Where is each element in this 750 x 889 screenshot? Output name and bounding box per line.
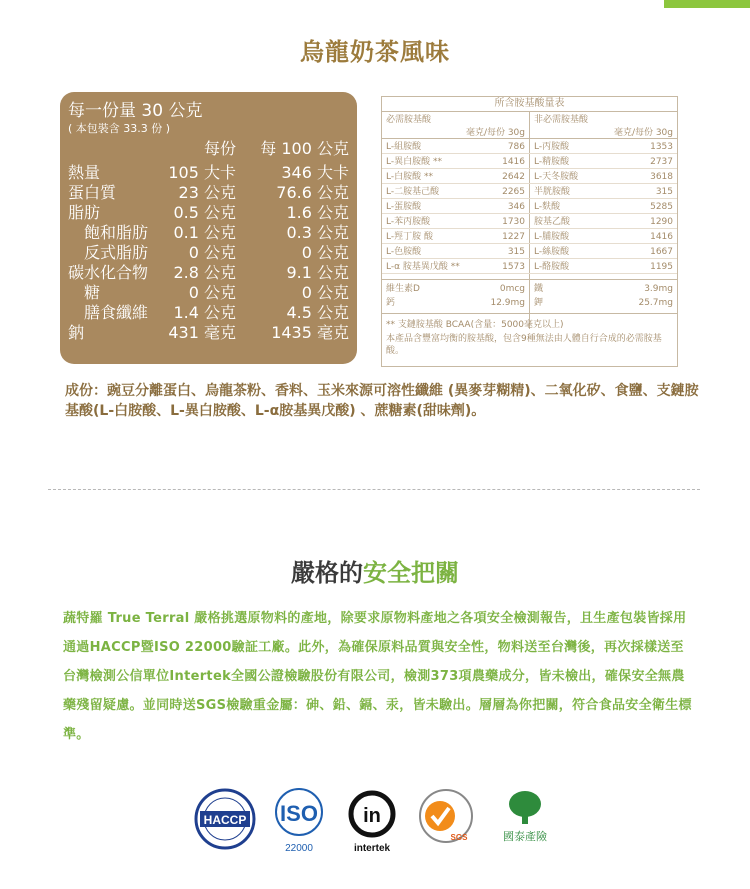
essential-unit: 毫克/每份 30g bbox=[465, 128, 525, 138]
essential-column-header bbox=[382, 111, 530, 138]
intertek-logo bbox=[344, 788, 400, 858]
nonessential-amino-value: 2737 bbox=[650, 157, 673, 167]
nonessential-amino-name: L-脯胺酸 bbox=[534, 232, 570, 242]
nonessential-amino-name: L-酪胺酸 bbox=[534, 262, 570, 272]
safety-title-dark: 嚴格的 bbox=[291, 559, 363, 587]
safety-title-green: 安全把關 bbox=[363, 559, 459, 587]
nutrient-label: 脂肪 bbox=[68, 203, 101, 222]
nutrient-label: 碳水化合物 bbox=[68, 263, 149, 282]
amino-row bbox=[382, 186, 677, 199]
nutrition-header-row bbox=[60, 140, 357, 158]
per-serving-header: 每份 bbox=[203, 139, 236, 158]
per-100g-value: 4.5 公克 bbox=[286, 303, 349, 322]
nonessential-amino-name: 半胱胺酸 bbox=[534, 187, 571, 197]
nonessential-title: 非必需胺基酸 bbox=[534, 115, 589, 125]
per-100g-value: 0.3 公克 bbox=[286, 223, 349, 242]
amino-column-headers bbox=[382, 111, 677, 139]
nutrient-label: 膳食纖維 bbox=[68, 303, 149, 322]
nonessential-amino-name: L-天冬胺酸 bbox=[534, 172, 579, 182]
nutrition-row bbox=[60, 324, 357, 342]
nonessential-amino-value: 5285 bbox=[650, 202, 673, 212]
amino-row bbox=[382, 246, 677, 259]
mineral-name: 鐵 bbox=[534, 284, 544, 294]
nutrient-label: 蛋白質 bbox=[68, 183, 117, 202]
nutrition-row bbox=[60, 244, 357, 262]
essential-amino-name: L-二胺基己酸 bbox=[386, 187, 440, 197]
amino-row bbox=[382, 141, 677, 154]
amino-row bbox=[382, 216, 677, 229]
nonessential-amino-name: L-絲胺酸 bbox=[534, 247, 570, 257]
nonessential-amino-value: 315 bbox=[655, 187, 673, 197]
per-serving-value: 105 大卡 bbox=[168, 163, 236, 182]
mineral-value: 0mcg bbox=[499, 284, 525, 294]
safety-title bbox=[0, 553, 750, 588]
per-serving-value: 0 公克 bbox=[188, 283, 236, 302]
vitamin-divider-bottom bbox=[382, 313, 677, 314]
amino-row bbox=[382, 201, 677, 214]
nonessential-amino-name: L-精胺酸 bbox=[534, 157, 570, 167]
mineral-value: 3.9mg bbox=[644, 284, 673, 294]
nutrition-row bbox=[60, 284, 357, 302]
amino-acid-table bbox=[381, 96, 678, 367]
mineral-row bbox=[382, 283, 677, 295]
essential-amino-name: L-色胺酸 bbox=[386, 247, 422, 257]
haccp-logo bbox=[194, 788, 256, 854]
corner-accent-bar bbox=[664, 0, 750, 8]
essential-amino-value: 346 bbox=[507, 202, 525, 212]
essential-title: 必需胺基酸 bbox=[386, 115, 432, 125]
svg-text:SGS: SGS bbox=[450, 833, 468, 842]
essential-amino-name: L-蛋胺酸 bbox=[386, 202, 422, 212]
ingredients-text: 成份：豌豆分離蛋白、烏龍茶粉、香料、玉米來源可溶性纖維 (異麥芽糊精)、二氧化矽、食鹽、支鏈胺基酸(L-白胺酸、L-異白胺酸、L-α胺基異戊酸) 、蔗糖素(甜味劑)。 bbox=[65, 383, 699, 419]
mineral-value: 25.7mg bbox=[638, 298, 673, 308]
essential-amino-value: 1416 bbox=[502, 157, 525, 167]
nutrition-row bbox=[60, 164, 357, 182]
nutrition-row bbox=[60, 304, 357, 322]
svg-text:HACCP: HACCP bbox=[203, 813, 247, 827]
mineral-name: 鉀 bbox=[534, 298, 544, 308]
essential-amino-value: 1573 bbox=[502, 262, 525, 272]
nutrition-row bbox=[60, 184, 357, 202]
amino-row bbox=[382, 231, 677, 244]
nonessential-amino-name: L-丙胺酸 bbox=[534, 142, 570, 152]
nutrition-row bbox=[60, 264, 357, 282]
nonessential-amino-value: 1353 bbox=[650, 142, 673, 152]
per-serving-value: 23 公克 bbox=[178, 183, 236, 202]
nutrient-label: 鈉 bbox=[68, 323, 85, 342]
amino-row bbox=[382, 171, 677, 184]
cathay-insurance-logo bbox=[494, 788, 556, 854]
nutrition-facts-panel bbox=[60, 92, 357, 364]
nutrient-label: 熱量 bbox=[68, 163, 101, 182]
nutrient-label: 反式脂肪 bbox=[68, 243, 149, 262]
mineral-value: 12.9mg bbox=[490, 298, 525, 308]
nonessential-amino-value: 1667 bbox=[650, 247, 673, 257]
nutrition-row bbox=[60, 204, 357, 222]
nonessential-amino-value: 1290 bbox=[650, 217, 673, 227]
sgs-logo bbox=[418, 788, 474, 854]
per-serving-value: 2.8 公克 bbox=[173, 263, 236, 282]
per-100g-value: 76.6 公克 bbox=[276, 183, 349, 202]
svg-text:in: in bbox=[363, 805, 381, 827]
essential-amino-name: L-異白胺酸 ** bbox=[386, 157, 442, 167]
essential-amino-name: L-苯丙胺酸 bbox=[386, 217, 431, 227]
iso-22000-logo bbox=[268, 788, 330, 858]
per-serving-value: 0 公克 bbox=[188, 243, 236, 262]
nonessential-amino-value: 1195 bbox=[650, 262, 673, 272]
per-serving-value: 0.1 公克 bbox=[173, 223, 236, 242]
nutrient-label: 糖 bbox=[68, 283, 101, 302]
essential-amino-value: 1730 bbox=[502, 217, 525, 227]
serving-count-note: ( 本包裝含 33.3 份 ) bbox=[68, 122, 171, 135]
bcaa-note: ** 支鏈胺基酸 BCAA(含量：5000毫克以上) bbox=[386, 320, 564, 330]
nonessential-amino-name: L-麩酸 bbox=[534, 202, 561, 212]
essential-amino-note: 本產品含豐富均衡的胺基酸，包含9種無法由人體自行合成的必需胺基酸。 bbox=[386, 334, 662, 356]
mineral-row bbox=[382, 297, 677, 309]
essential-amino-name: L-組胺酸 bbox=[386, 142, 422, 152]
per-100g-value: 346 大卡 bbox=[281, 163, 349, 182]
essential-amino-name: L-白胺酸 ** bbox=[386, 172, 433, 182]
nonessential-amino-value: 1416 bbox=[650, 232, 673, 242]
mineral-name: 維生素D bbox=[386, 284, 420, 294]
amino-table-title: 所含胺基酸量表 bbox=[382, 97, 677, 112]
svg-text:ISO: ISO bbox=[280, 801, 318, 826]
per-100g-value: 0 公克 bbox=[301, 243, 349, 262]
certification-logos bbox=[0, 788, 750, 858]
safety-paragraph: 蔬特羅 True Terral 嚴格挑選原物料的產地，除要求原物料產地之各項安全檢測報告，且生產包裝皆採用通過HACCP暨ISO 22000驗証工廠。此外，為確保原料品質與安全性，物料送至台灣後，再次採樣送至台灣檢測公信單位Intertek全國公證檢驗股份有限公司，檢測373項農藥成分，皆未檢出，確保安全無農藥殘留疑慮。並同時送SGS檢驗重金屬：砷、鉛、鎘、汞，皆未驗出。層層為你把關，符合食品安全衛生標準。 bbox=[63, 611, 692, 742]
per-serving-value: 431 毫克 bbox=[168, 323, 236, 342]
svg-text:22000: 22000 bbox=[285, 843, 313, 854]
nonessential-amino-value: 3618 bbox=[650, 172, 673, 182]
essential-amino-value: 2265 bbox=[502, 187, 525, 197]
per-serving-value: 0.5 公克 bbox=[173, 203, 236, 222]
per-100g-header: 每 100 公克 bbox=[260, 139, 349, 158]
nonessential-unit: 毫克/每份 30g bbox=[613, 128, 673, 138]
amino-row bbox=[382, 261, 677, 274]
nutrient-label: 飽和脂肪 bbox=[68, 223, 149, 242]
per-100g-value: 1435 毫克 bbox=[271, 323, 349, 342]
essential-amino-value: 1227 bbox=[502, 232, 525, 242]
nonessential-column-header bbox=[530, 111, 677, 138]
per-100g-value: 9.1 公克 bbox=[286, 263, 349, 282]
dashed-divider bbox=[48, 489, 700, 490]
amino-row bbox=[382, 156, 677, 169]
svg-text:intertek: intertek bbox=[353, 843, 391, 854]
nonessential-amino-name: 胺基乙酸 bbox=[534, 217, 571, 227]
flavor-title: 烏龍奶茶風味 bbox=[300, 38, 450, 66]
vitamin-divider-top bbox=[382, 279, 677, 280]
per-serving-value: 1.4 公克 bbox=[173, 303, 236, 322]
essential-amino-value: 315 bbox=[507, 247, 525, 257]
serving-size-title: 每一份量 30 公克 bbox=[68, 101, 203, 121]
svg-text:國泰產險: 國泰產險 bbox=[503, 830, 547, 843]
essential-amino-name: L-羥丁胺 酸 bbox=[386, 232, 433, 242]
essential-amino-value: 2642 bbox=[502, 172, 525, 182]
essential-amino-value: 786 bbox=[507, 142, 525, 152]
per-100g-value: 1.6 公克 bbox=[286, 203, 349, 222]
nutrition-row bbox=[60, 224, 357, 242]
essential-amino-name: L-α 胺基異戊酸 ** bbox=[386, 262, 460, 272]
mineral-name: 鈣 bbox=[386, 298, 396, 308]
per-100g-value: 0 公克 bbox=[301, 283, 349, 302]
